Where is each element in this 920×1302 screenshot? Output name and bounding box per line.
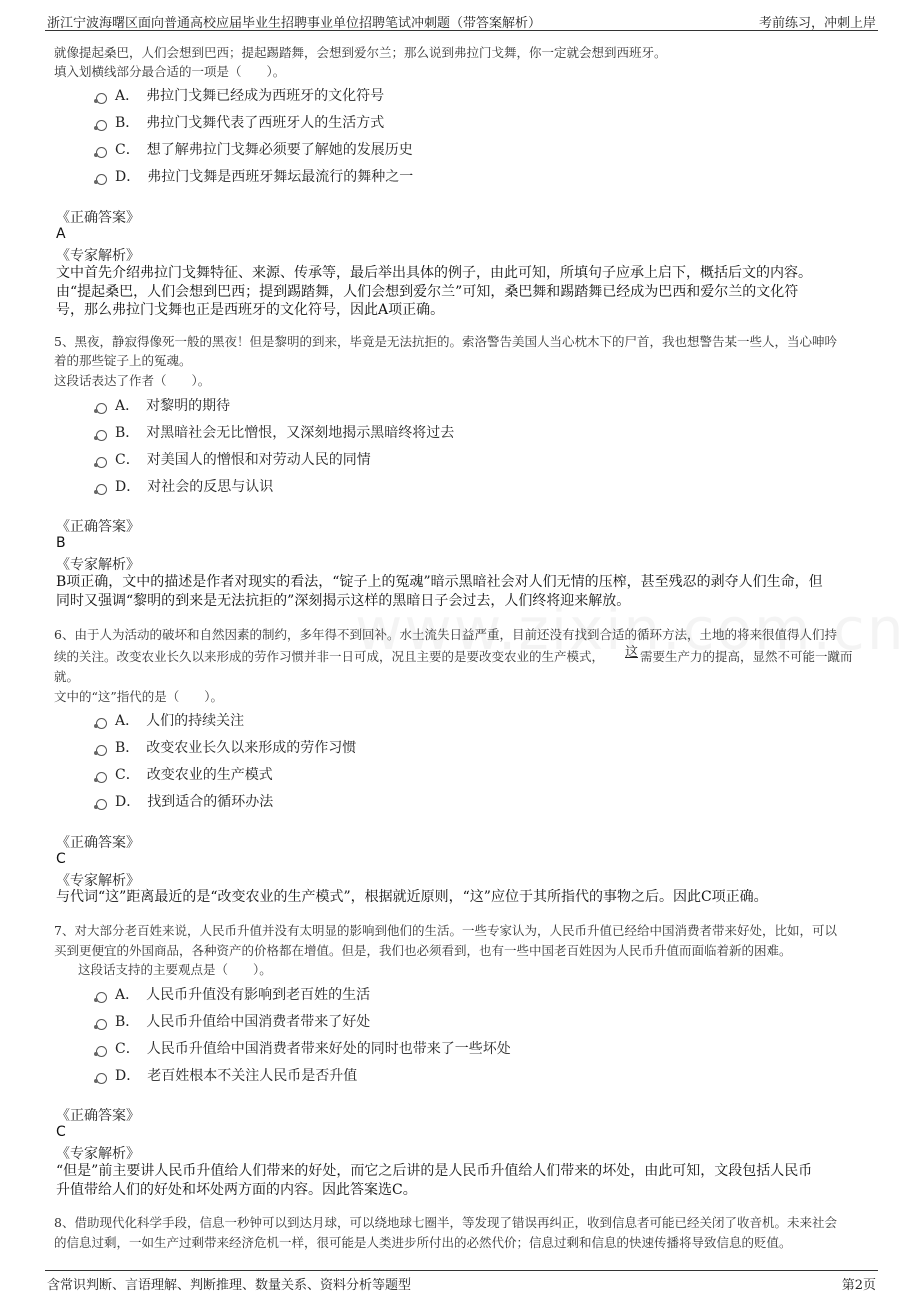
- option-radio-a[interactable]: [96, 93, 107, 104]
- option-radio-c[interactable]: [96, 1046, 107, 1057]
- underlined-word: 这: [625, 645, 639, 660]
- analysis-line: 同时又强调“黎明的到来是无法抗拒的”深刻揭示这样的黑暗日子会过去，人们终将迎来解放。: [56, 593, 631, 609]
- question-text: 就像提起桑巴，人们会想到巴西；提起踢踏舞，会想到爱尔兰；那么说到弗拉门戈舞，你一定就会想到西班牙。: [54, 45, 667, 60]
- option-radio-c[interactable]: [96, 147, 107, 158]
- question-text: 6、由于人为活动的破坏和自然因素的制约，多年得不到回补。水土流失日益严重，目前还没有找到合适的循环方法，土地的将来很值得人们持: [54, 627, 837, 642]
- question-prompt: 文中的“这”指代的是（ ）。: [54, 689, 224, 704]
- analysis-tag: 《专家解析》: [56, 873, 140, 889]
- question-prompt: 这段话表达了作者（ ）。: [54, 373, 211, 388]
- answer-value: A: [56, 226, 66, 242]
- header-slogan: 考前练习，冲刺上岸: [758, 16, 876, 31]
- option-a[interactable]: A． 人民币升值没有影响到老百姓的生活: [115, 987, 371, 1003]
- answer-value: C: [56, 1124, 66, 1140]
- option-a[interactable]: A． 弗拉门戈舞已经成为西班牙的文化符号: [115, 88, 385, 104]
- analysis-tag: 《专家解析》: [56, 1146, 140, 1162]
- option-radio-a[interactable]: [96, 718, 107, 729]
- question-text: 就。: [54, 669, 80, 684]
- question-text: 的信息过剩，一如生产过剩带来经济危机一样，很可能是人类进步所付出的必然代价；信息过剩和信息的快速传播将导致信息的贬值。: [54, 1235, 792, 1250]
- footer-divider: [45, 1270, 878, 1271]
- option-a[interactable]: A． 对黎明的期待: [115, 398, 231, 414]
- answer-tag: 《正确答案》: [56, 210, 140, 226]
- analysis-line: 文中首先介绍弗拉门戈舞特征、来源、传承等，最后举出具体的例子，由此可知，所填句子应承上启下，概括后文的内容。: [56, 265, 812, 281]
- page-number: 第2页: [841, 1278, 876, 1293]
- option-d[interactable]: D． 对社会的反思与认识: [115, 479, 274, 495]
- question-prompt: 这段话支持的主要观点是（ ）。: [78, 962, 272, 977]
- question-prompt: 填入划横线部分最合适的一项是（ ）。: [54, 64, 286, 79]
- option-radio-b[interactable]: [96, 745, 107, 756]
- option-radio-b[interactable]: [96, 430, 107, 441]
- option-radio-d[interactable]: [96, 1073, 107, 1084]
- analysis-line: B项正确，文中的描述是作者对现实的看法，“锭子上的冤魂”暗示黑暗社会对人们无情的压榨，甚至残忍的剥夺人们生命，但: [56, 574, 823, 590]
- analysis-line: “但是”前主要讲人民币升值给人们带来的好处，而它之后讲的是人民币升值给人们带来的坏处，由此可知，文段包括人民币: [56, 1163, 813, 1179]
- footer-note: 含常识判断、言语理解、判断推理、数量关系、资料分析等题型: [47, 1278, 412, 1293]
- question-text: 续的关注。改变农业长久以来形成的劳作习惯并非一日可成，况且主要的是要改变农业的生产模式，: [54, 649, 605, 664]
- option-radio-b[interactable]: [96, 120, 107, 131]
- question-text: 7、对大部分老百姓来说，人民币升值并没有太明显的影响到他们的生活。一些专家认为，人民币升值已经给中国消费者带来好处，比如，可以: [54, 923, 837, 938]
- option-radio-b[interactable]: [96, 1019, 107, 1030]
- analysis-tag: 《专家解析》: [56, 557, 140, 573]
- analysis-line: 由“提起桑巴，人们会想到巴西；提到踢踏舞，人们会想到爱尔兰”可知，桑巴舞和踢踏舞已经成为巴西和爱尔兰的文化符: [56, 284, 799, 300]
- analysis-line: 号，那么弗拉门戈舞也正是西班牙的文化符号，因此A项正确。: [56, 302, 445, 318]
- option-radio-a[interactable]: [96, 403, 107, 414]
- option-radio-d[interactable]: [96, 174, 107, 185]
- question-text: 着的那些锭子上的冤魂。: [54, 353, 192, 368]
- answer-value: B: [56, 535, 66, 551]
- question-text: 买到更便宜的外国商品，各种资产的价格都在增值。但是，我们也必须看到，也有一些中国老百姓因为人民币升值而面临着新的困难。: [54, 943, 792, 958]
- option-radio-c[interactable]: [96, 457, 107, 468]
- option-a[interactable]: A． 人们的持续关注: [115, 713, 245, 729]
- option-b[interactable]: B． 人民币升值给中国消费者带来了好处: [115, 1014, 371, 1030]
- question-text: 8、借助现代化科学手段，信息一秒钟可以到达月球，可以绕地球七圈半，等发现了错误再纠正，收到信息者可能已经关闭了收音机。未来社会: [54, 1215, 837, 1230]
- question-text: 5、黑夜，静寂得像死一般的黑夜！但是黎明的到来，毕竟是无法抗拒的。索洛警告美国人当心枕木下的尸首，我也想警告某一些人，当心呻吟: [54, 334, 837, 349]
- answer-tag: 《正确答案》: [56, 1108, 140, 1124]
- option-c[interactable]: C． 想了解弗拉门戈舞必须要了解她的发展历史: [115, 142, 413, 158]
- option-b[interactable]: B． 弗拉门戈舞代表了西班牙人的生活方式: [115, 115, 385, 131]
- option-c[interactable]: C． 改变农业的生产模式: [115, 767, 273, 783]
- option-radio-a[interactable]: [96, 992, 107, 1003]
- answer-value: C: [56, 851, 66, 867]
- question-text: 需要生产力的提高，显然不可能一蹴而: [640, 649, 853, 664]
- answer-tag: 《正确答案》: [56, 835, 140, 851]
- option-d[interactable]: D． 找到适合的循环办法: [115, 794, 274, 810]
- option-radio-d[interactable]: [96, 799, 107, 810]
- option-radio-c[interactable]: [96, 772, 107, 783]
- option-d[interactable]: D． 弗拉门戈舞是西班牙舞坛最流行的舞种之一: [115, 169, 414, 185]
- header-title: 浙江宁波海曙区面向普通高校应届毕业生招聘事业单位招聘笔试冲刺题（带答案解析）: [47, 16, 542, 31]
- answer-tag: 《正确答案》: [56, 519, 140, 535]
- option-c[interactable]: C． 对美国人的憎恨和对劳动人民的同情: [115, 452, 371, 468]
- analysis-line: 与代词“这”距离最近的是“改变农业的生产模式”，根据就近原则，“这”应位于其所指代的事物之后。因此C项正确。: [56, 889, 768, 905]
- analysis-tag: 《专家解析》: [56, 248, 140, 264]
- analysis-line: 升值带给人们的好处和坏处两方面的内容。因此答案选C。: [56, 1182, 417, 1198]
- option-radio-d[interactable]: [96, 484, 107, 495]
- option-b[interactable]: B． 改变农业长久以来形成的劳作习惯: [115, 740, 357, 756]
- option-d[interactable]: D． 老百姓根本不关注人民币是否升值: [115, 1068, 358, 1084]
- option-c[interactable]: C． 人民币升值给中国消费者带来好处的同时也带来了一些坏处: [115, 1041, 511, 1057]
- option-b[interactable]: B． 对黑暗社会无比憎恨，又深刻地揭示黑暗终将过去: [115, 425, 455, 441]
